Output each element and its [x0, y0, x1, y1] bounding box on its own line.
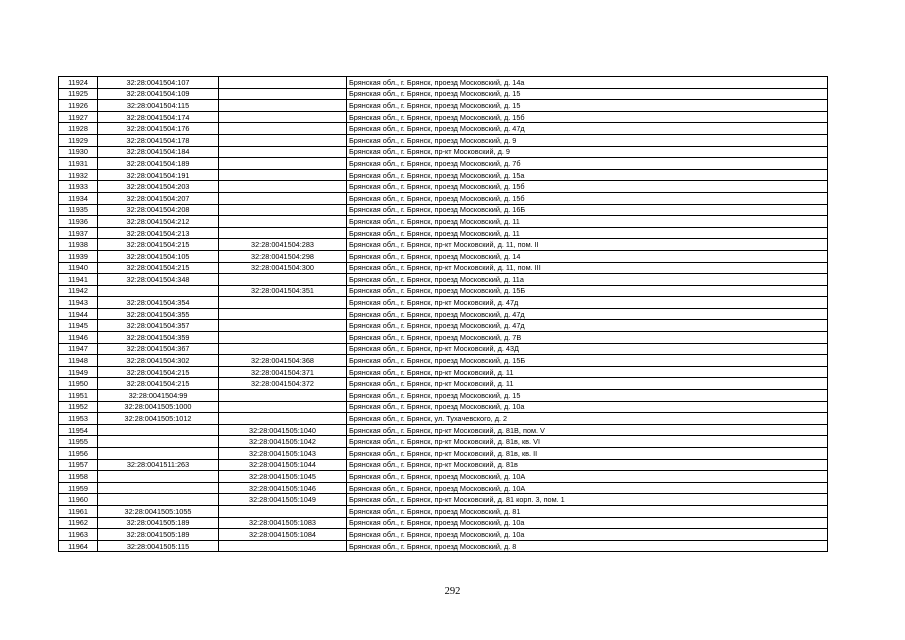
address-cell: Брянская обл., г. Брянск, проезд Московский, д. 15 — [347, 100, 828, 112]
address-cell: Брянская обл., г. Брянск, проезд Московский, д. 15Б — [347, 285, 828, 297]
table-row — [59, 192, 828, 204]
address-cell: Брянская обл., г. Брянск, проезд Московский, д. 7б — [347, 158, 828, 170]
building-cadastral-number-cell: 32:28:0041505:1046 — [219, 482, 347, 494]
building-cadastral-number-cell: 32:28:0041504:298 — [219, 250, 347, 262]
row-number-cell: 11959 — [59, 482, 98, 494]
table-row — [59, 297, 828, 309]
address-cell: Брянская обл., г. Брянск, проезд Московский, д. 10а — [347, 401, 828, 413]
table-row — [59, 216, 828, 228]
building-cadastral-number-cell: 32:28:0041505:1049 — [219, 494, 347, 506]
address-cell: Брянская обл., г. Брянск, пр-кт Московский, д. 9 — [347, 146, 828, 158]
address-cell: Брянская обл., г. Брянск, проезд Московский, д. 8 — [347, 540, 828, 552]
row-number-cell: 11933 — [59, 181, 98, 193]
cadastral-number-cell: 32:28:0041504:215 — [98, 366, 219, 378]
row-number-cell: 11938 — [59, 239, 98, 251]
row-number-cell: 11940 — [59, 262, 98, 274]
cadastral-number-cell: 32:28:0041504:203 — [98, 181, 219, 193]
cadastral-number-cell: 32:28:0041504:302 — [98, 355, 219, 367]
cadastral-number-cell: 32:28:0041505:1055 — [98, 505, 219, 517]
cadastral-number-cell — [98, 285, 219, 297]
cadastral-number-cell — [98, 448, 219, 460]
cadastral-number-cell: 32:28:0041504:184 — [98, 146, 219, 158]
table-row — [59, 471, 828, 483]
row-number-cell: 11930 — [59, 146, 98, 158]
cadastral-number-cell: 32:28:0041504:208 — [98, 204, 219, 216]
table-row — [59, 308, 828, 320]
table-row — [59, 181, 828, 193]
address-cell: Брянская обл., г. Брянск, пр-кт Московский, д. 81в, кв. II — [347, 448, 828, 460]
address-cell: Брянская обл., г. Брянск, проезд Московский, д. 11 — [347, 227, 828, 239]
row-number-cell: 11932 — [59, 169, 98, 181]
table-row — [59, 158, 828, 170]
building-cadastral-number-cell — [219, 169, 347, 181]
row-number-cell: 11957 — [59, 459, 98, 471]
building-cadastral-number-cell — [219, 505, 347, 517]
row-number-cell: 11954 — [59, 424, 98, 436]
cadastral-number-cell: 32:28:0041504:105 — [98, 250, 219, 262]
row-number-cell: 11937 — [59, 227, 98, 239]
table-row — [59, 401, 828, 413]
row-number-cell: 11944 — [59, 308, 98, 320]
table-row — [59, 204, 828, 216]
row-number-cell: 11953 — [59, 413, 98, 425]
cadastral-number-cell — [98, 494, 219, 506]
address-cell: Брянская обл., г. Брянск, пр-кт Московский, д. 11 — [347, 366, 828, 378]
building-cadastral-number-cell: 32:28:0041505:1084 — [219, 529, 347, 541]
cadastral-number-cell: 32:28:0041505:115 — [98, 540, 219, 552]
row-number-cell: 11961 — [59, 505, 98, 517]
table-row — [59, 123, 828, 135]
table-row — [59, 448, 828, 460]
row-number-cell: 11964 — [59, 540, 98, 552]
row-number-cell: 11942 — [59, 285, 98, 297]
row-number-cell: 11926 — [59, 100, 98, 112]
table-row — [59, 390, 828, 402]
row-number-cell: 11931 — [59, 158, 98, 170]
row-number-cell: 11963 — [59, 529, 98, 541]
address-cell: Брянская обл., г. Брянск, проезд Московский, д. 10А — [347, 482, 828, 494]
cadastral-number-cell: 32:28:0041504:355 — [98, 308, 219, 320]
table-row — [59, 424, 828, 436]
cadastral-number-cell: 32:28:0041504:359 — [98, 332, 219, 344]
address-cell: Брянская обл., г. Брянск, проезд Московский, д. 10А — [347, 471, 828, 483]
table-row — [59, 366, 828, 378]
building-cadastral-number-cell — [219, 123, 347, 135]
building-cadastral-number-cell — [219, 204, 347, 216]
cadastral-number-cell — [98, 471, 219, 483]
building-cadastral-number-cell — [219, 146, 347, 158]
table-row — [59, 436, 828, 448]
address-cell: Брянская обл., г. Брянск, проезд Московский, д. 10а — [347, 517, 828, 529]
address-cell: Брянская обл., г. Брянск, проезд Московский, д. 14 — [347, 250, 828, 262]
address-cell: Брянская обл., г. Брянск, пр-кт Московский, д. 11, пом. II — [347, 239, 828, 251]
building-cadastral-number-cell — [219, 100, 347, 112]
cadastral-number-cell — [98, 482, 219, 494]
cadastral-number-cell: 32:28:0041511:263 — [98, 459, 219, 471]
building-cadastral-number-cell: 32:28:0041505:1045 — [219, 471, 347, 483]
row-number-cell: 11934 — [59, 192, 98, 204]
cadastral-number-cell — [98, 436, 219, 448]
address-cell: Брянская обл., г. Брянск, пр-кт Московский, д. 43Д — [347, 343, 828, 355]
registry-table-body — [59, 77, 828, 552]
table-row — [59, 88, 828, 100]
table-row — [59, 239, 828, 251]
address-cell: Брянская обл., г. Брянск, пр-кт Московский, д. 81в — [347, 459, 828, 471]
building-cadastral-number-cell: 32:28:0041504:368 — [219, 355, 347, 367]
table-row — [59, 146, 828, 158]
table-row — [59, 529, 828, 541]
table-row — [59, 134, 828, 146]
address-cell: Брянская обл., г. Брянск, проезд Московский, д. 11а — [347, 274, 828, 286]
row-number-cell: 11947 — [59, 343, 98, 355]
building-cadastral-number-cell — [219, 134, 347, 146]
cadastral-number-cell: 32:28:0041505:1000 — [98, 401, 219, 413]
building-cadastral-number-cell — [219, 192, 347, 204]
address-cell: Брянская обл., г. Брянск, проезд Московский, д. 15б — [347, 181, 828, 193]
cadastral-number-cell: 32:28:0041504:189 — [98, 158, 219, 170]
table-row — [59, 100, 828, 112]
cadastral-number-cell: 32:28:0041504:215 — [98, 262, 219, 274]
table-row — [59, 274, 828, 286]
building-cadastral-number-cell: 32:28:0041504:300 — [219, 262, 347, 274]
cadastral-number-cell: 32:28:0041505:189 — [98, 517, 219, 529]
building-cadastral-number-cell: 32:28:0041505:1083 — [219, 517, 347, 529]
building-cadastral-number-cell — [219, 158, 347, 170]
cadastral-number-cell: 32:28:0041504:215 — [98, 239, 219, 251]
address-cell: Брянская обл., г. Брянск, проезд Московский, д. 16Б — [347, 204, 828, 216]
address-cell: Брянская обл., г. Брянск, пр-кт Московский, д. 11 — [347, 378, 828, 390]
cadastral-number-cell: 32:28:0041505:1012 — [98, 413, 219, 425]
cadastral-number-cell: 32:28:0041504:348 — [98, 274, 219, 286]
cadastral-number-cell: 32:28:0041504:99 — [98, 390, 219, 402]
row-number-cell: 11952 — [59, 401, 98, 413]
row-number-cell: 11955 — [59, 436, 98, 448]
row-number-cell: 11958 — [59, 471, 98, 483]
building-cadastral-number-cell — [219, 274, 347, 286]
table-row — [59, 494, 828, 506]
address-cell: Брянская обл., г. Брянск, проезд Московский, д. 47д — [347, 123, 828, 135]
address-cell: Брянская обл., г. Брянск, пр-кт Московский, д. 81в, кв. VI — [347, 436, 828, 448]
address-cell: Брянская обл., г. Брянск, проезд Московский, д. 14а — [347, 77, 828, 89]
table-row — [59, 413, 828, 425]
cadastral-number-cell: 32:28:0041504:107 — [98, 77, 219, 89]
building-cadastral-number-cell: 32:28:0041505:1042 — [219, 436, 347, 448]
address-cell: Брянская обл., г. Брянск, проезд Московский, д. 15Б — [347, 355, 828, 367]
page-number: 292 — [444, 586, 461, 597]
address-cell: Брянская обл., г. Брянск, проезд Московский, д. 15б — [347, 111, 828, 123]
table-row — [59, 262, 828, 274]
building-cadastral-number-cell — [219, 390, 347, 402]
building-cadastral-number-cell — [219, 320, 347, 332]
address-cell: Брянская обл., г. Брянск, проезд Московский, д. 47д — [347, 320, 828, 332]
building-cadastral-number-cell — [219, 308, 347, 320]
building-cadastral-number-cell: 32:28:0041504:372 — [219, 378, 347, 390]
row-number-cell: 11950 — [59, 378, 98, 390]
building-cadastral-number-cell: 32:28:0041504:283 — [219, 239, 347, 251]
address-cell: Брянская обл., г. Брянск, проезд Московский, д. 15а — [347, 169, 828, 181]
cadastral-number-cell: 32:28:0041504:354 — [98, 297, 219, 309]
cadastral-number-cell: 32:28:0041505:189 — [98, 529, 219, 541]
building-cadastral-number-cell — [219, 88, 347, 100]
row-number-cell: 11943 — [59, 297, 98, 309]
row-number-cell: 11924 — [59, 77, 98, 89]
table-row — [59, 169, 828, 181]
address-cell: Брянская обл., г. Брянск, проезд Московский, д. 9 — [347, 134, 828, 146]
building-cadastral-number-cell: 32:28:0041504:351 — [219, 285, 347, 297]
building-cadastral-number-cell — [219, 401, 347, 413]
building-cadastral-number-cell — [219, 540, 347, 552]
table-row — [59, 517, 828, 529]
row-number-cell: 11928 — [59, 123, 98, 135]
table-row — [59, 459, 828, 471]
cadastral-number-cell: 32:28:0041504:367 — [98, 343, 219, 355]
cadastral-number-cell: 32:28:0041504:215 — [98, 378, 219, 390]
row-number-cell: 11948 — [59, 355, 98, 367]
cadastral-number-cell: 32:28:0041504:212 — [98, 216, 219, 228]
table-row — [59, 111, 828, 123]
cadastral-number-cell: 32:28:0041504:109 — [98, 88, 219, 100]
row-number-cell: 11945 — [59, 320, 98, 332]
building-cadastral-number-cell: 32:28:0041505:1044 — [219, 459, 347, 471]
row-number-cell: 11936 — [59, 216, 98, 228]
registry-table — [58, 76, 828, 552]
row-number-cell: 11935 — [59, 204, 98, 216]
row-number-cell: 11929 — [59, 134, 98, 146]
table-row — [59, 250, 828, 262]
address-cell: Брянская обл., г. Брянск, проезд Московский, д. 15 — [347, 390, 828, 402]
address-cell: Брянская обл., г. Брянск, пр-кт Московский, д. 11, пом. III — [347, 262, 828, 274]
cadastral-number-cell — [98, 424, 219, 436]
table-row — [59, 332, 828, 344]
building-cadastral-number-cell — [219, 297, 347, 309]
address-cell: Брянская обл., г. Брянск, ул. Тухачевского, д. 2 — [347, 413, 828, 425]
row-number-cell: 11956 — [59, 448, 98, 460]
row-number-cell: 11927 — [59, 111, 98, 123]
cadastral-number-cell: 32:28:0041504:213 — [98, 227, 219, 239]
building-cadastral-number-cell — [219, 111, 347, 123]
row-number-cell: 11939 — [59, 250, 98, 262]
row-number-cell: 11925 — [59, 88, 98, 100]
address-cell: Брянская обл., г. Брянск, проезд Московский, д. 47д — [347, 308, 828, 320]
table-row — [59, 320, 828, 332]
building-cadastral-number-cell: 32:28:0041505:1043 — [219, 448, 347, 460]
address-cell: Брянская обл., г. Брянск, пр-кт Московский, д. 47д — [347, 297, 828, 309]
address-cell: Брянская обл., г. Брянск, проезд Московский, д. 15б — [347, 192, 828, 204]
address-cell: Брянская обл., г. Брянск, проезд Московский, д. 15 — [347, 88, 828, 100]
address-cell: Брянская обл., г. Брянск, проезд Московский, д. 7В — [347, 332, 828, 344]
table-row — [59, 343, 828, 355]
table-row — [59, 540, 828, 552]
building-cadastral-number-cell: 32:28:0041505:1040 — [219, 424, 347, 436]
table-row — [59, 355, 828, 367]
address-cell: Брянская обл., г. Брянск, проезд Московский, д. 81 — [347, 505, 828, 517]
address-cell: Брянская обл., г. Брянск, проезд Московский, д. 11 — [347, 216, 828, 228]
cadastral-number-cell: 32:28:0041504:178 — [98, 134, 219, 146]
row-number-cell: 11960 — [59, 494, 98, 506]
cadastral-number-cell: 32:28:0041504:115 — [98, 100, 219, 112]
row-number-cell: 11962 — [59, 517, 98, 529]
row-number-cell: 11946 — [59, 332, 98, 344]
table-row — [59, 77, 828, 89]
row-number-cell: 11951 — [59, 390, 98, 402]
cadastral-number-cell: 32:28:0041504:191 — [98, 169, 219, 181]
table-row — [59, 227, 828, 239]
cadastral-number-cell: 32:28:0041504:176 — [98, 123, 219, 135]
cadastral-number-cell: 32:28:0041504:357 — [98, 320, 219, 332]
building-cadastral-number-cell — [219, 332, 347, 344]
building-cadastral-number-cell — [219, 216, 347, 228]
cadastral-number-cell: 32:28:0041504:174 — [98, 111, 219, 123]
table-row — [59, 285, 828, 297]
cadastral-number-cell: 32:28:0041504:207 — [98, 192, 219, 204]
table-row — [59, 482, 828, 494]
row-number-cell: 11949 — [59, 366, 98, 378]
building-cadastral-number-cell: 32:28:0041504:371 — [219, 366, 347, 378]
building-cadastral-number-cell — [219, 227, 347, 239]
address-cell: Брянская обл., г. Брянск, проезд Московский, д. 10а — [347, 529, 828, 541]
building-cadastral-number-cell — [219, 77, 347, 89]
row-number-cell: 11941 — [59, 274, 98, 286]
address-cell: Брянская обл., г. Брянск, пр-кт Московский, д. 81В, пом. V — [347, 424, 828, 436]
address-cell: Брянская обл., г. Брянск, пр-кт Московский, д. 81 корп. 3, пом. 1 — [347, 494, 828, 506]
building-cadastral-number-cell — [219, 343, 347, 355]
building-cadastral-number-cell — [219, 181, 347, 193]
table-row — [59, 378, 828, 390]
table-row — [59, 505, 828, 517]
building-cadastral-number-cell — [219, 413, 347, 425]
